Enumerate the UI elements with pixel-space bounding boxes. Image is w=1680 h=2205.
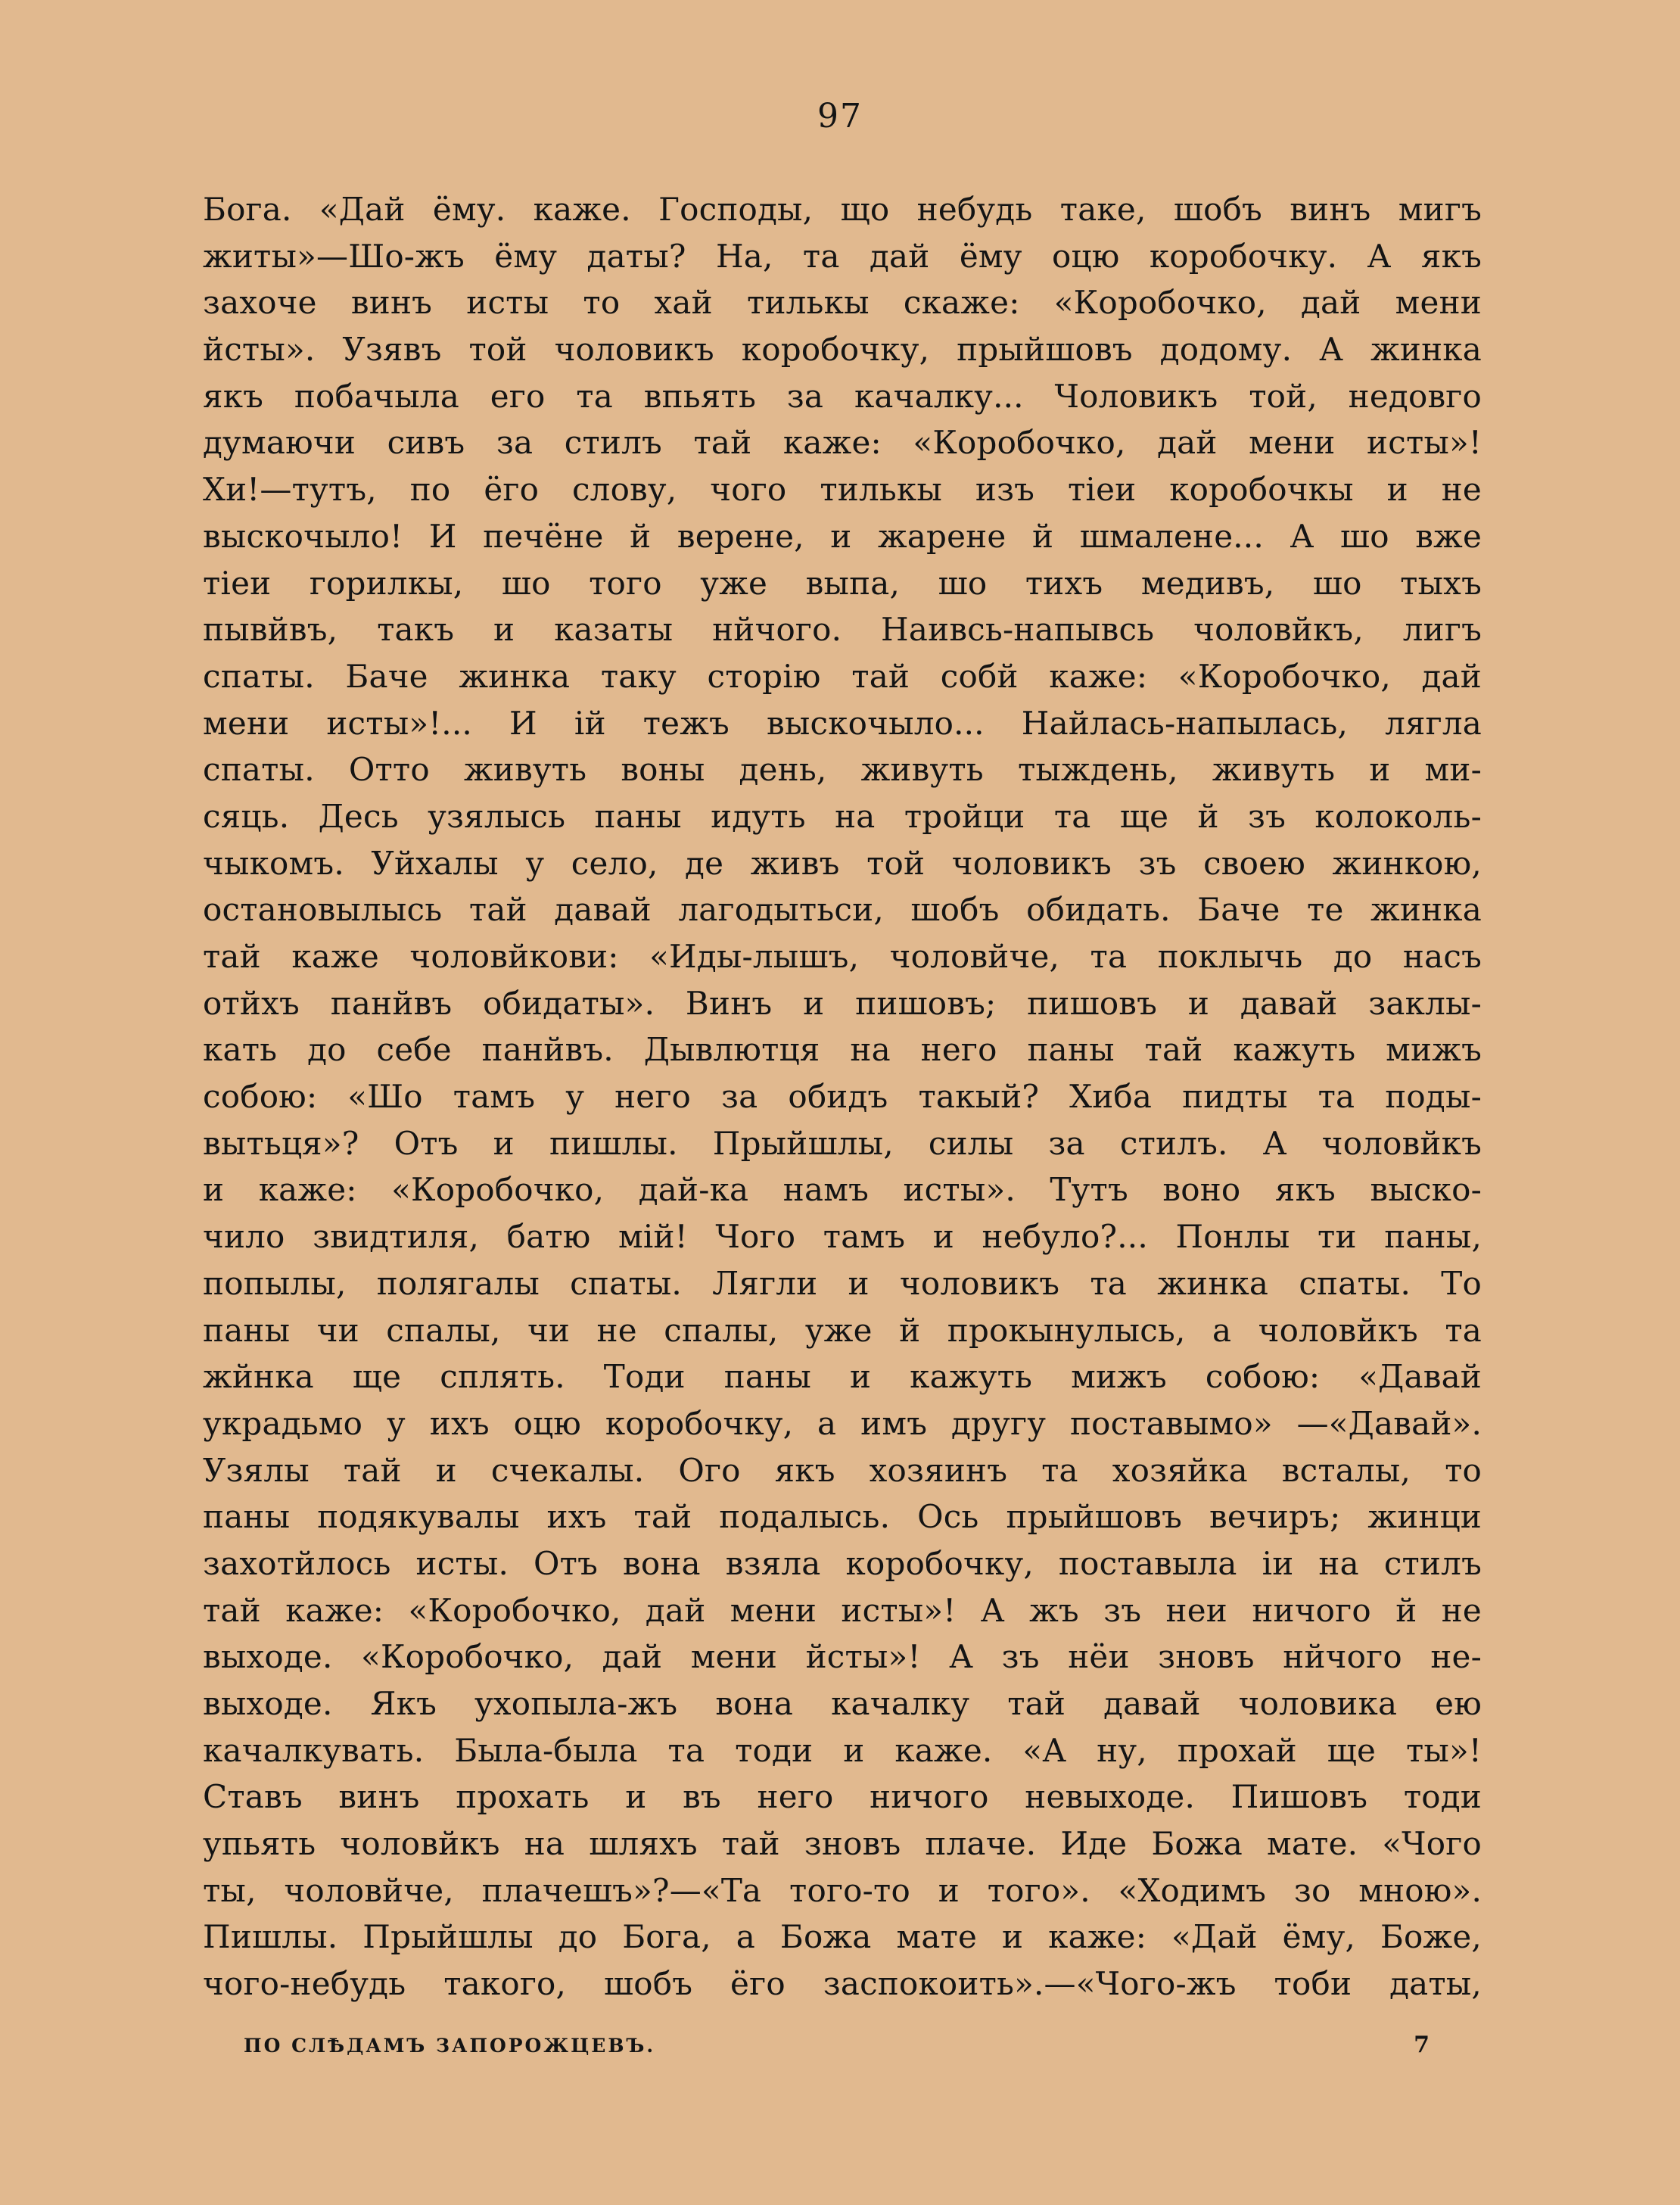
text-line: отйхъ панйвъ обидаты». Винъ и пишовъ; пишовъ и давай заклы- [203, 984, 1482, 1022]
text-line: паны чи спалы, чи не спалы, уже й прокынулысь, а чоловйкъ та [203, 1311, 1482, 1349]
text-line: выскочыло! И печёне й верене, и жарене й шмалене... А шо вже [203, 517, 1482, 555]
text-line: качалкувать. Была-была та тоди и каже. «А ну, прохай ще ты»! [203, 1731, 1482, 1769]
text-line: чыкомъ. Уйхалы у село, де живъ той чоловикъ зъ своею жинкою, [203, 844, 1482, 882]
text-line: и каже: «Коробочко, дай-ка намъ исты». Тутъ воно якъ выско- [203, 1171, 1482, 1209]
text-line: кать до себе панйвъ. Дывлютця на него паны тай кажуть мижъ [203, 1031, 1482, 1069]
text-line: пывйвъ, такъ и казаты нйчого. Наивсь-напывсь чоловйкъ, лигъ [203, 611, 1482, 649]
text-line: тай каже: «Коробочко, дай мени исты»! А жъ зъ неи ничого й не [203, 1591, 1482, 1629]
text-line: спаты. Отто живуть воны день, живуть тыждень, живуть и ми- [203, 751, 1482, 789]
text-line: житы»—Шо-жъ ёму даты? На, та дай ёму оцю коробочку. А якъ [203, 237, 1482, 275]
text-line: ты, чоловйче, плачешъ»?—«Та того-то и того». «Ходимъ зо мною». [203, 1871, 1482, 1909]
text-line: захоче винъ исты то хай тилькы скаже: «Коробочко, дай мени [203, 284, 1482, 322]
text-line: чило звидтиля, батю мій! Чого тамъ и небуло?... Понлы ти паны, [203, 1218, 1482, 1256]
text-line: остановылысь тай давай лагодытьси, шобъ обидать. Баче те жинка [203, 891, 1482, 929]
text-line: тай каже чоловйкови: «Иды-лышъ, чоловйче, та поклычь до насъ [203, 938, 1482, 975]
text-line: паны подякувалы ихъ тай подалысь. Ось прыйшовъ вечиръ; жинци [203, 1498, 1482, 1536]
text-line: жйнка ще сплять. Тоди паны и кажуть мижъ собою: «Давай [203, 1358, 1482, 1396]
text-line: Хи!—тутъ, по ёго слову, чого тилькы изъ тіеи коробочкы и не [203, 471, 1482, 509]
text-line: чого-небудь такого, шобъ ёго заспокоить».—«Чого-жъ тоби даты, [203, 1965, 1482, 2003]
text-line: мени исты»!... И ій тежъ выскочыло... Найлась-напылась, лягла [203, 704, 1482, 742]
text-line: выходе. Якъ ухопыла-жъ вона качалку тай давай чоловика ею [203, 1685, 1482, 1722]
text-line: спаты. Баче жинка таку сторію тай собй каже: «Коробочко, дай [203, 657, 1482, 695]
text-line: попылы, полягалы спаты. Лягли и чоловикъ та жинка спаты. То [203, 1264, 1482, 1302]
text-line: сяць. Десь узялысь паны идуть на тройци та ще й зъ колоколь- [203, 797, 1482, 835]
text-line: украдьмо у ихъ оцю коробочку, а имъ другу поставымо» —«Давай». [203, 1404, 1482, 1442]
text-line: думаючи сивъ за стилъ тай каже: «Коробочко, дай мени исты»! [203, 424, 1482, 462]
text-line: собою: «Шо тамъ у него за обидъ такый? Хиба пидты та поды- [203, 1078, 1482, 1116]
text-line: Узялы тай и счекалы. Ого якъ хозяинъ та хозяйка всталы, то [203, 1451, 1482, 1489]
text-line: Бога. «Дай ёму. каже. Господы, що небудь таке, шобъ винъ мигъ [203, 191, 1482, 228]
text-line: тіеи горилкы, шо того уже выпа, шо тихъ медивъ, шо тыхъ [203, 564, 1482, 602]
text-line: йсты». Узявъ той чоловикъ коробочку, прыйшовъ додому. А жинка [203, 331, 1482, 369]
text-line: якъ побачыла его та впьять за качалку... Чоловикъ той, недовго [203, 377, 1482, 415]
text-line: Ставъ винъ прохать и въ него ничого невыходе. Пишовъ тоди [203, 1778, 1482, 1816]
text-line: выходе. «Коробочко, дай мени йсты»! А зъ нёи зновъ нйчого не- [203, 1638, 1482, 1676]
footer-sheet-number: 7 [1414, 2032, 1432, 2058]
text-line: вытьця»? Отъ и пишлы. Прыйшлы, силы за стилъ. А чоловйкъ [203, 1124, 1482, 1162]
page-number: 97 [817, 97, 863, 135]
body-text [203, 186, 1482, 2007]
footer-signature: ПО СЛѢДАМЪ ЗАПОРОЖЦЕВЪ. [244, 2035, 656, 2057]
text-line: Пишлы. Прыйшлы до Бога, а Божа мате и каже: «Дай ёму, Боже, [203, 1918, 1482, 1956]
text-line: упьять чоловйкъ на шляхъ тай зновъ плаче. Иде Божа мате. «Чого [203, 1825, 1482, 1863]
text-line: захотйлось исты. Отъ вона взяла коробочку, поставыла іи на стилъ [203, 1544, 1482, 1582]
